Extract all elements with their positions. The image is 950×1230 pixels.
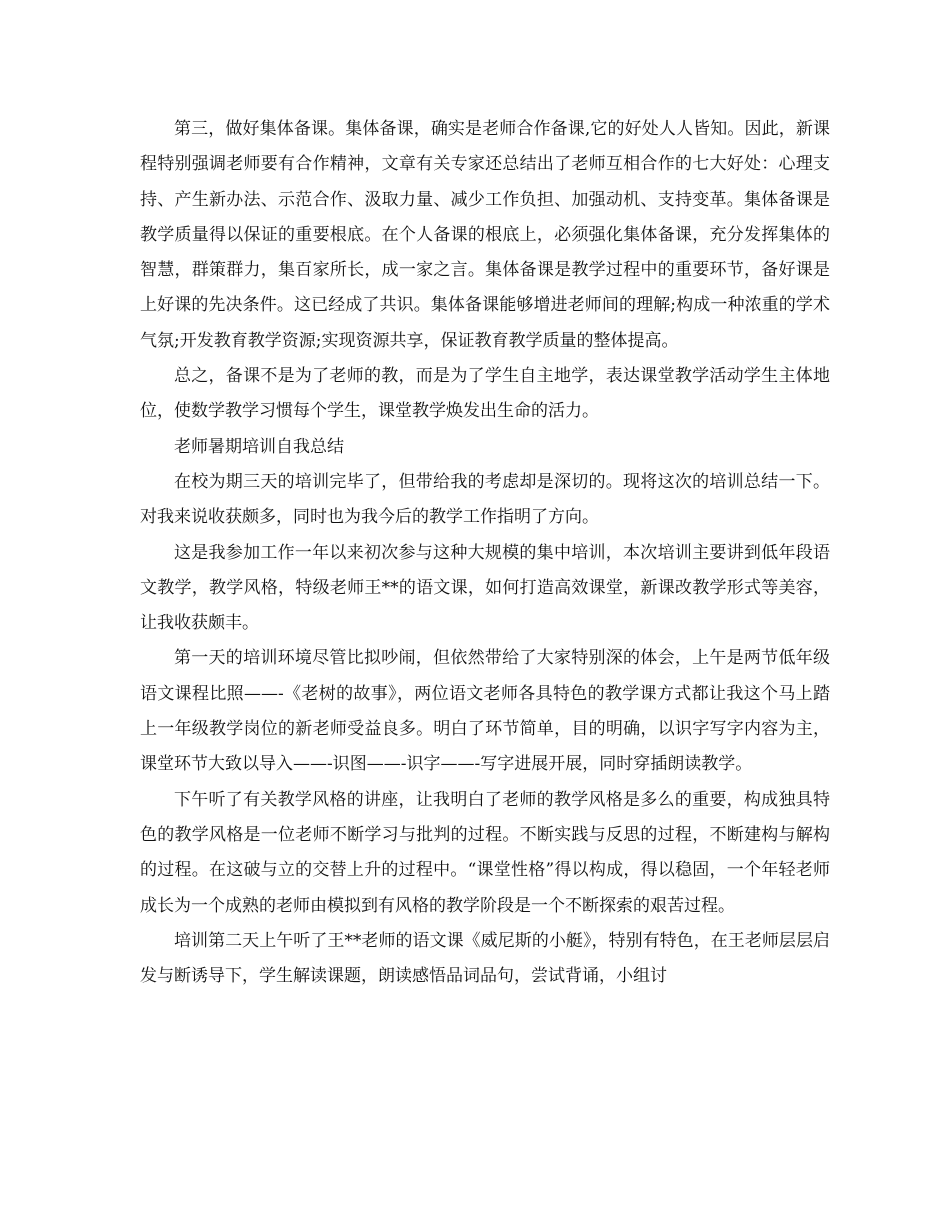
document-body xyxy=(140,112,830,994)
paragraph-afternoon-lecture: 下午听了有关教学风格的讲座，让我明白了老师的教学风格是多么的重要，构成独具特色的教学风格是一位老师不断学习与批判的过程。不断实践与反思的过程，不断建构与解构的过程。在这破与立的交替上升的过程中。“课堂性格”得以构成，得以稳固，一个年轻老师成长为一个成熟的老师由模拟到有风格的教学阶段是一个不断探索的艰苦过程。 xyxy=(140,789,830,916)
section-heading: 老师暑期培训自我总结 xyxy=(174,436,344,457)
paragraph-conclusion: 总之，备课不是为了老师的教，而是为了学生自主地学，表达课堂教学活动学生主体地位，使数学教学习惯每个学生，课堂教学焕发出生命的活力。 xyxy=(140,366,830,422)
paragraph-collective-lesson-prep: 第三，做好集体备课。集体备课，确实是老师合作备课,它的好处人人皆知。因此，新课程特别强调老师要有合作精神，文章有关专家还总结出了老师互相合作的七大好处：心理支持、产生新办法、示范合作、汲取力量、减少工作负担、加强动机、支持变革。集体备课是教学质量得以保证的重要根底。在个人备课的根底上，必须强化集体备课，充分发挥集体的智慧，群策群力，集百家所长，成一家之言。集体备课是教学过程中的重要环节，备好课是上好课的先决条件。这已经成了共识。集体备课能够增进老师间的理解;构成一种浓重的学术气氛;开发教育教学资源;实现资源共享，保证教育教学质量的整体提高。 xyxy=(140,119,830,351)
paragraph-training-intro: 在校为期三天的培训完毕了，但带给我的考虑却是深切的。现将这次的培训总结一下。对我来说收获颇多，同时也为我今后的教学工作指明了方向。 xyxy=(140,471,830,528)
paragraph-training-content: 这是我参加工作一年以来初次参与这种大规模的集中培训，本次培训主要讲到低年段语文教学，教学风格，特级老师王**的语文课，如何打造高效课堂，新课改教学形式等美容，让我收获颇丰。 xyxy=(140,542,830,634)
paragraph-day-one: 第一天的培训环境尽管比拟吵闹，但依然带给了大家特别深的体会，上午是两节低年级语文课程比照——-《老树的故事》，两位语文老师各具特色的教学课方式都让我这个马上踏上一年级教学岗位的新老师受益良多。明白了环节简单，目的明确，以识字写字内容为主，课堂环节大致以导入——-识图——-识字——-写字进展开展，同时穿插朗读教学。 xyxy=(140,648,830,775)
paragraph-day-two: 培训第二天上午听了王**老师的语文课《威尼斯的小艇》，特别有特色，在王老师层层启发与断诱导下，学生解读课题，朗读感悟品词品句，尝试背诵，小组讨 xyxy=(140,930,830,987)
